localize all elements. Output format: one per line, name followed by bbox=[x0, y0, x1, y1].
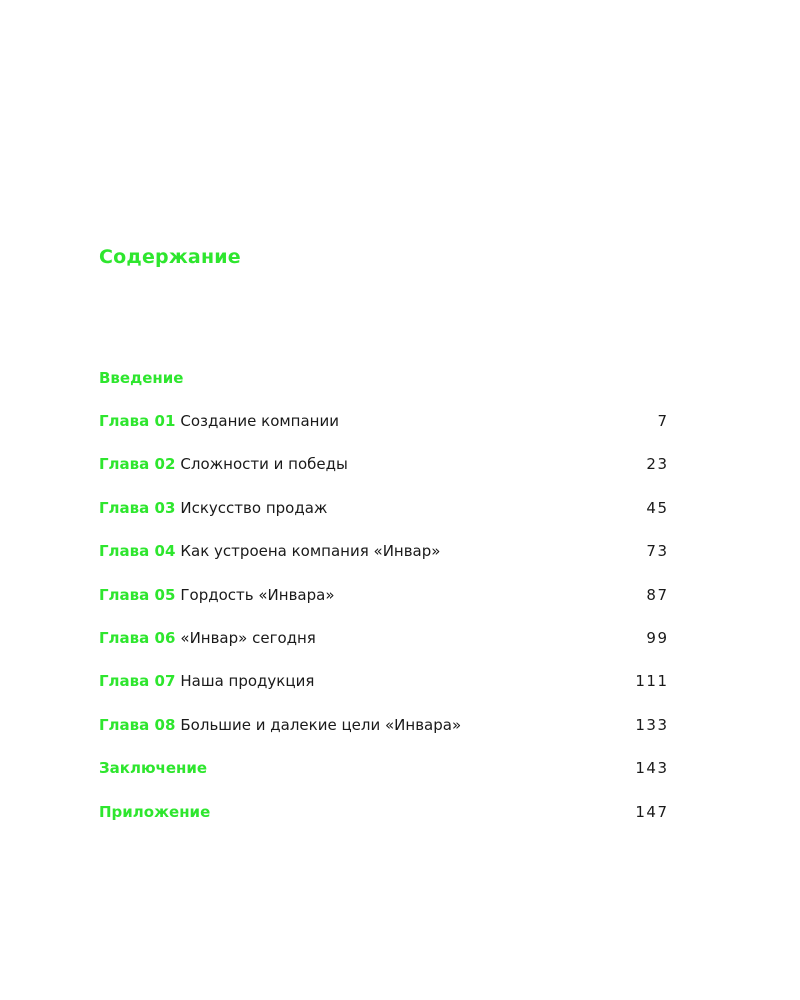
toc-entry-label: Глава 06 bbox=[99, 629, 176, 648]
toc-entry-page: 133 bbox=[635, 715, 669, 734]
toc-entry-label: Глава 07 bbox=[99, 672, 176, 691]
toc-entry-label: Глава 05 bbox=[99, 585, 176, 604]
toc-entry-heading bbox=[99, 802, 215, 822]
toc-entry-heading bbox=[99, 454, 348, 474]
toc-entry-heading bbox=[99, 368, 188, 388]
toc-entry-label: Глава 03 bbox=[99, 498, 176, 517]
toc-entry-chapter-02[interactable] bbox=[99, 443, 667, 486]
toc-entry-chapter-08[interactable] bbox=[99, 703, 667, 746]
toc-entry-label: Приложение bbox=[99, 802, 211, 821]
toc-entry-page: 23 bbox=[646, 455, 669, 474]
toc-entry-chapter-07[interactable] bbox=[99, 660, 667, 703]
toc-entry-page: 99 bbox=[646, 629, 669, 648]
toc-entry-appendix[interactable] bbox=[99, 790, 667, 833]
toc-entry-label: Глава 04 bbox=[99, 542, 176, 561]
toc-entry-label: Глава 02 bbox=[99, 455, 176, 474]
toc-entry-chapter-03[interactable] bbox=[99, 486, 667, 529]
toc-entry-conclusion[interactable] bbox=[99, 747, 667, 790]
toc-entry-heading bbox=[99, 498, 327, 518]
toc-entry-heading bbox=[99, 715, 461, 735]
table-of-contents bbox=[99, 356, 667, 833]
toc-entry-heading bbox=[99, 628, 316, 648]
toc-entry-page: 73 bbox=[646, 542, 669, 561]
toc-entry-page: 87 bbox=[646, 585, 669, 604]
toc-entry-label: Глава 08 bbox=[99, 715, 176, 734]
page-title: Содержание bbox=[99, 246, 241, 268]
toc-entry-heading bbox=[99, 585, 335, 605]
toc-entry-text: Искусство продаж bbox=[180, 498, 328, 517]
toc-entry-page: 7 bbox=[657, 412, 669, 431]
toc-entry-page: 143 bbox=[635, 759, 669, 778]
toc-entry-text: Наша продукция bbox=[180, 672, 315, 691]
toc-entry-label: Глава 01 bbox=[99, 412, 176, 431]
toc-entry-text: «Инвар» сегодня bbox=[180, 629, 316, 648]
toc-entry-heading bbox=[99, 541, 440, 561]
toc-entry-text: Гордость «Инвара» bbox=[180, 585, 335, 604]
toc-entry-heading bbox=[99, 758, 212, 778]
toc-entry-heading bbox=[99, 671, 314, 691]
toc-entry-chapter-05[interactable] bbox=[99, 573, 667, 616]
toc-entry-text: Создание компании bbox=[180, 412, 339, 431]
toc-entry-introduction[interactable] bbox=[99, 356, 667, 399]
toc-entry-chapter-01[interactable] bbox=[99, 399, 667, 442]
toc-entry-page: 147 bbox=[635, 802, 669, 821]
toc-entry-page: 45 bbox=[646, 498, 669, 517]
toc-entry-page: 111 bbox=[635, 672, 669, 691]
toc-entry-chapter-04[interactable] bbox=[99, 530, 667, 573]
toc-entry-chapter-06[interactable] bbox=[99, 616, 667, 659]
toc-entry-heading bbox=[99, 411, 339, 431]
toc-entry-text: Большие и далекие цели «Инвара» bbox=[180, 715, 462, 734]
toc-entry-label: Заключение bbox=[99, 759, 208, 778]
toc-entry-text: Сложности и победы bbox=[180, 455, 348, 474]
toc-entry-text: Как устроена компания «Инвар» bbox=[180, 542, 441, 561]
toc-entry-label: Введение bbox=[99, 368, 184, 387]
